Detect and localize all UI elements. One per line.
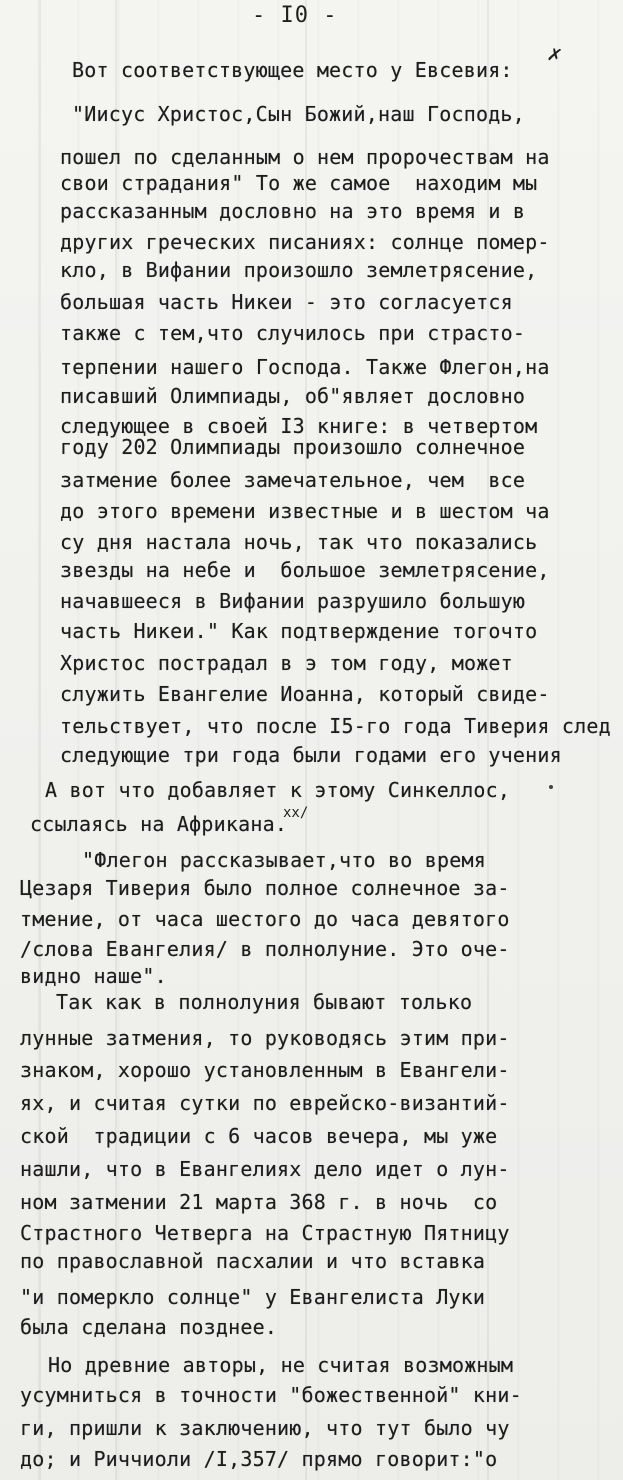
text-line: большая часть Никеи - это согласуется: [60, 290, 513, 314]
text-line: других греческих писаниях: солнце помер-: [60, 230, 550, 254]
text-line: начавшееся в Вифании разрушило большую: [60, 589, 526, 613]
text-line: знаком, хорошо установленным в Евангели-: [20, 1058, 510, 1082]
text-line: писавший Олимпиады, об"являет дословно: [60, 384, 526, 408]
text-line: су дня настала ночь, так что показались: [60, 530, 538, 554]
text-line: ном затмении 21 марта 368 г. в ночь со: [20, 1190, 498, 1214]
text-line: часть Никеи." Как подтверждение тогочто: [60, 619, 538, 643]
text-line: "Флегон рассказывает,что во время: [82, 848, 486, 872]
text-line: пошел по сделанным о нем пророчествам на: [60, 145, 550, 169]
text-line: служить Евангелие Иоанна, который свиде-: [60, 682, 550, 706]
text-line: кло, в Вифании произошло землетрясение,: [60, 258, 538, 282]
text-line: тмение, от часа шестого до часа девятого: [20, 907, 510, 931]
footnote-marker: xx/: [283, 805, 309, 821]
text-line: Вот соответствующее место у Евсевия:: [72, 58, 513, 82]
text-line: до этого времени известные и в шестом ча: [60, 499, 550, 523]
text-line: ской традиции с 6 часов вечера, мы уже: [20, 1124, 498, 1148]
text-line: Христос пострадал в э том году, может: [60, 651, 513, 675]
text-line: следующие три года были годами его учения: [60, 743, 562, 767]
text-line: "Иисус Христос,Сын Божий,наш Господь,: [72, 102, 525, 126]
text-line: /слова Евангелия/ в полнолуние. Это оче-: [20, 937, 510, 961]
text-line: также с тем,что случилось при страсто-: [60, 321, 526, 345]
text-line: ях, и считая сутки по еврейско-византий-: [20, 1091, 510, 1115]
text-line: затмение более замечательное, чем все: [60, 468, 526, 492]
text-line: рассказанным дословно на это время и в: [60, 199, 526, 223]
text-line: тельствует, что после I5-го года Тиверия след: [60, 714, 611, 738]
text-line: ссылаясь на Африкана.: [30, 812, 288, 836]
text-line: по православной пасхалии и что вставка: [20, 1249, 486, 1273]
text-line: Цезаря Тиверия было полное солнечное за-: [20, 876, 510, 900]
text-line: лунные затмения, то руководясь этим при-: [20, 1026, 510, 1050]
page-number: - I0 -: [252, 3, 338, 28]
text-line: следующее в своей I3 книге: в четвертом: [60, 414, 538, 438]
text-line: ги, пришли к заключению, что тут было чу: [20, 1416, 510, 1440]
text-line: А вот что добавляет к этому Синкеллос,: [45, 778, 511, 802]
text-line: Но древние авторы, не считая возможным: [48, 1353, 514, 1377]
text-line: свои страдания" То же самое находим мы: [60, 171, 538, 195]
text-line: году 202 Олимпиады произошло солнечное: [60, 435, 526, 459]
text-line: терпении нашего Господа. Также Флегон,на: [60, 355, 550, 379]
margin-check-mark: ✗: [545, 40, 564, 69]
text-line: Страстного Четверга на Страстную Пятницу: [20, 1221, 510, 1245]
text-line: была сделана позднее.: [20, 1315, 278, 1339]
text-line: нашли, что в Евангелиях дело идет о лун-: [20, 1157, 510, 1181]
text-line: Так как в полнолуния бывают только: [56, 990, 473, 1014]
ink-dot: [549, 785, 553, 789]
text-line: до; и Риччиоли /I,357/ прямо говорит:"о: [20, 1447, 498, 1471]
text-line: "и померкло солнце" у Евангелиста Луки: [20, 1285, 486, 1309]
text-line: усумниться в точности "божественной" кни-: [20, 1383, 522, 1407]
text-line: видно наше".: [20, 964, 167, 988]
text-line: звезды на небе и большое землетрясение,: [60, 558, 550, 582]
